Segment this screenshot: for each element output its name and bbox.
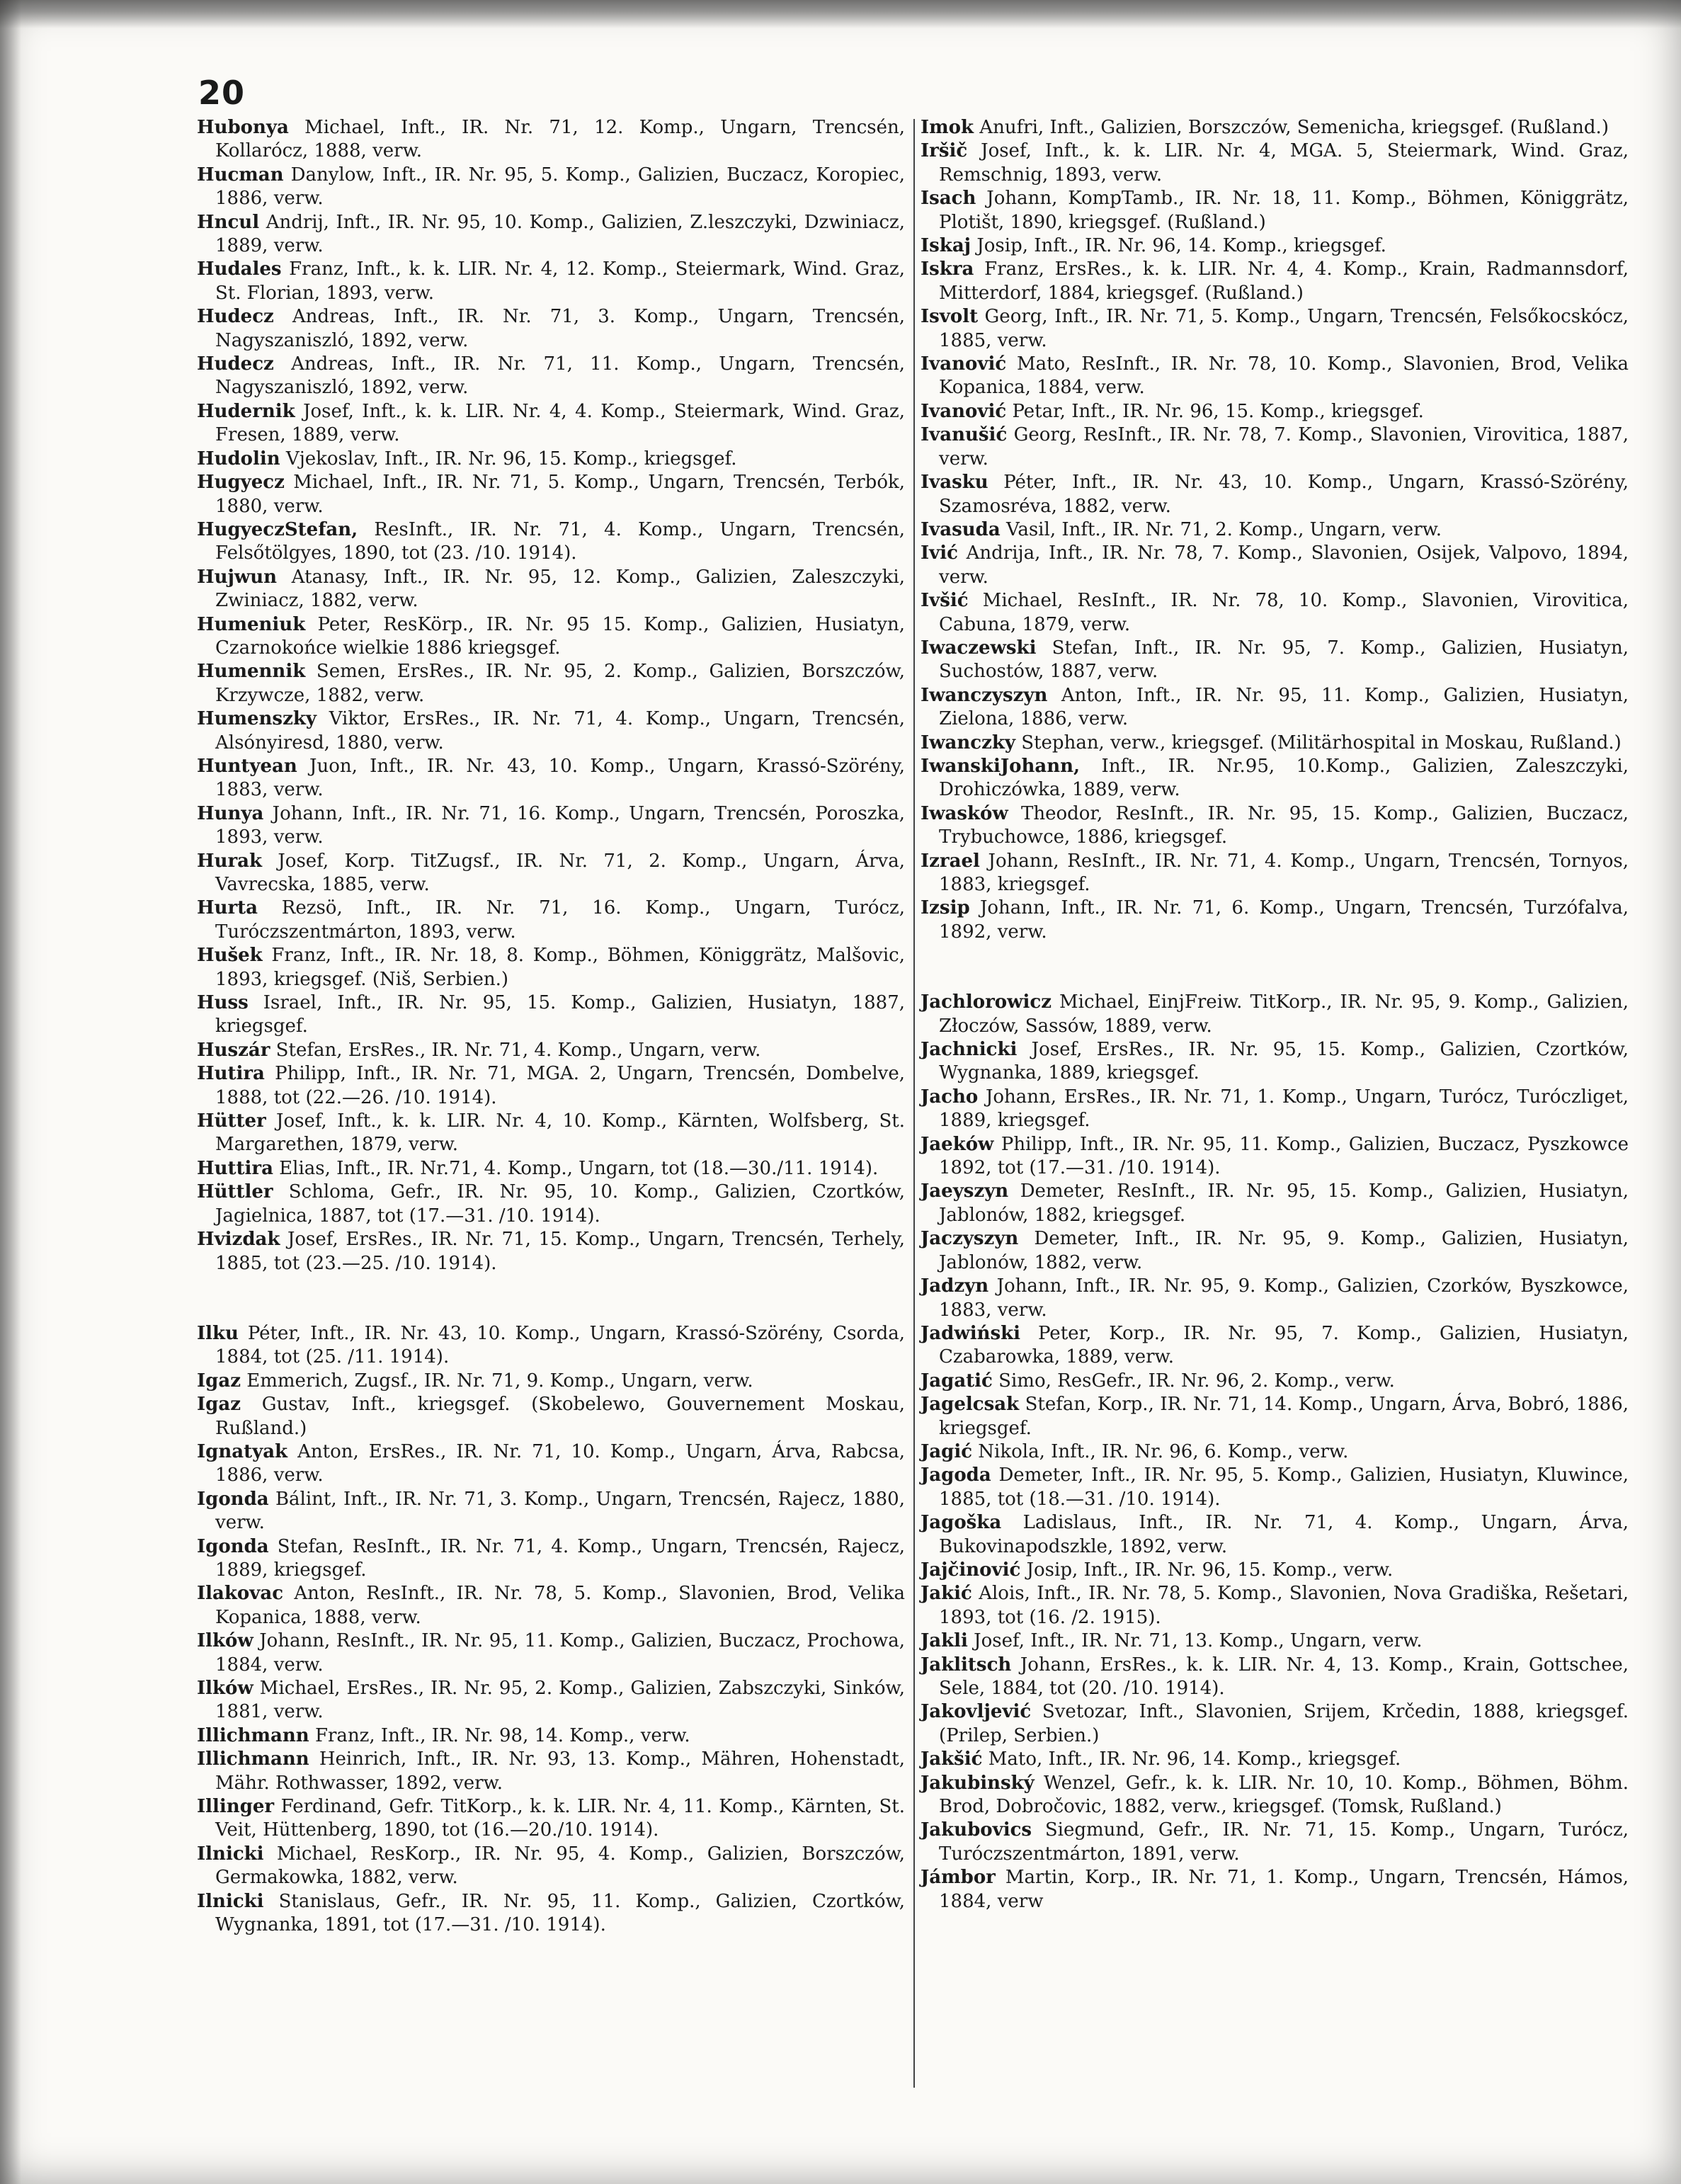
entry-details: Demeter, Inft., IR. Nr. 95, 9. Komp., Galizien, Husiatyn, Jablonów, 1882, verw. [939,1228,1629,1273]
register-entry [921,802,1629,850]
entry-surname: Illinger [197,1796,275,1818]
entry-surname: Ivšić [921,590,969,612]
entry-details: Franz, Inft., k. k. LIR. Nr. 4, 12. Komp., Steiermark, Wind. Graz, St. Florian, 1893, verw. [215,258,905,304]
register-entry [197,1039,905,1062]
register-entry [921,684,1629,732]
register-entry [197,1795,905,1843]
entry-details: Josef, ErsRes., IR. Nr. 71, 15. Komp., Ungarn, Trencsén, Terhely, 1885, tot (23.—25. /10. 1914). [215,1229,905,1274]
entry-details: Mato, ResInft., IR. Nr. 78, 10. Komp., Slavonien, Brod, Velika Kopanica, 1884, verw. [939,353,1629,399]
register-entry [921,1322,1629,1370]
scan-shadow-top [0,0,1681,28]
entry-details: Simo, ResGefr., IR. Nr. 96, 2. Komp., verw. [992,1370,1395,1392]
entry-surname: Jagić [921,1440,973,1462]
entry-surname: Humennik [197,661,306,683]
entry-details: Israel, Inft., IR. Nr. 95, 15. Komp., Galizien, Husiatyn, 1887, kriegsgef. [215,992,905,1037]
entry-details: Andreas, Inft., IR. Nr. 71, 11. Komp., Ungarn, Trencsén, Nagyszaniszló, 1892, verw. [215,353,905,399]
entry-surname: Illichmann [197,1724,309,1746]
register-entry [197,1748,905,1795]
register-entry [197,164,905,211]
entry-surname: HugyeczStefan, [197,518,358,540]
entry-details: Josef, Inft., k. k. LIR. Nr. 4, 10. Komp., Kärnten, Wolfsberg, St. Margarethen, 1879, verw. [215,1110,905,1156]
entry-surname: Jagoda [921,1464,991,1486]
register-entry [197,471,905,518]
entry-surname: Jakli [921,1630,968,1652]
entry-details: Demeter, Inft., IR. Nr. 95, 5. Komp., Galizien, Husiatyn, Kluwince, 1885, tot (18.—31. /10. 1914). [939,1464,1629,1510]
entry-details: Andreas, Inft., IR. Nr. 71, 3. Komp., Ungarn, Trencsén, Nagyszaniszló, 1892, verw. [215,306,905,351]
entry-details: Anton, Inft., IR. Nr. 95, 11. Komp., Galizien, Husiatyn, Zielona, 1886, verw. [939,684,1629,730]
entry-surname: Hütter [197,1110,266,1132]
register-entry [921,1654,1629,1701]
entry-surname: Jakubinský [921,1772,1035,1794]
register-entry [921,1133,1629,1181]
register-entry [197,1393,905,1440]
register-entry [921,1180,1629,1227]
entry-surname: Isach [921,188,976,210]
entry-details: Georg, Inft., IR. Nr. 71, 5. Komp., Ungarn, Trencsén, Felsőkocskócz, 1885, verw. [939,306,1629,351]
register-entry [921,400,1629,423]
entry-details: Schloma, Gefr., IR. Nr. 95, 10. Komp., Galizien, Czortków, Jagielnica, 1887, tot (17.—31. /10. 1914). [215,1181,905,1227]
entry-details: Atanasy, Inft., IR. Nr. 95, 12. Komp., Galizien, Zaleszczyki, Zwiniacz, 1882, verw. [215,566,905,612]
register-entry [197,1370,905,1393]
register-entry [197,566,905,613]
entry-details: Andrij, Inft., IR. Nr. 95, 10. Komp., Galizien, Z.leszczyki, Dzwiniacz, 1889, verw. [215,211,905,257]
register-entry [921,897,1629,944]
entry-details: Inft., IR. Nr.95, 10.Komp., Galizien, Zaleszczyki, Drohiczówka, 1889, verw. [939,755,1629,801]
register-entry [197,944,905,991]
entry-details: Bálint, Inft., IR. Nr. 71, 3. Komp., Ungarn, Trencsén, Rajecz, 1880, verw. [215,1488,905,1534]
entry-surname: Jachnicki [921,1039,1018,1061]
register-entry [197,353,905,400]
entry-surname: Jadzyn [921,1275,989,1297]
register-entry [197,613,905,661]
entry-details: Franz, Inft., IR. Nr. 18, 8. Komp., Böhmen, Königgrätz, Malšovic, 1893, kriegsgef. (Niš, Serbien.) [215,945,905,990]
entry-details: Vasil, Inft., IR. Nr. 71, 2. Komp., Ungarn, verw. [1000,518,1442,540]
entry-surname: Hvizdak [197,1229,280,1251]
register-entry [921,187,1629,234]
register-entry [921,1370,1629,1393]
entry-surname: Iskaj [921,235,971,257]
entry-details: Anton, ResInft., IR. Nr. 78, 5. Komp., Slavonien, Brod, Velika Kopanica, 1888, verw. [215,1583,905,1628]
entry-surname: Ilków [197,1678,253,1699]
entry-surname: Ivasuda [921,518,1001,540]
entry-details: Ferdinand, Gefr. TitKorp., k. k. LIR. Nr. 4, 11. Komp., Kärnten, St. Veit, Hüttenberg, 1890, tot (16.—20./10. 1914). [215,1796,905,1841]
register-entry [921,1511,1629,1559]
entry-surname: Jakšić [921,1748,983,1770]
entry-details: Heinrich, Inft., IR. Nr. 93, 13. Komp., Mähren, Hohenstadt, Mähr. Rothwasser, 1892, verw. [215,1748,905,1794]
entry-surname: Ilakovac [197,1583,284,1605]
entry-surname: Hudecz [197,306,274,328]
entry-details: Josef, Inft., k. k. LIR. Nr. 4, 4. Komp., Steiermark, Wind. Graz, Fresen, 1889, verw. [215,400,905,446]
entry-details: Michael, Inft., IR. Nr. 71, 5. Komp., Ungarn, Trencsén, Terbók, 1880, verw. [215,472,905,517]
register-entry [921,1038,1629,1086]
entry-surname: Humenszky [197,708,317,730]
entry-surname: Iwanczky [921,732,1016,753]
register-entry [921,423,1629,471]
register-entry [197,1724,905,1748]
register-entry [921,1393,1629,1440]
register-entry [921,518,1629,542]
entry-surname: Igonda [197,1488,269,1510]
register-entry [921,1227,1629,1275]
entry-surname: Hudecz [197,353,274,375]
register-entry [921,850,1629,897]
register-entry [921,116,1629,140]
register-entry [921,1748,1629,1771]
section-gap [197,1275,905,1322]
register-entry [921,637,1629,684]
entry-details: Siegmund, Gefr., IR. Nr. 71, 15. Komp., Ungarn, Turócz, Turóczszentmárton, 1891, verw. [939,1819,1629,1865]
entry-details: Johann, Inft., IR. Nr. 95, 9. Komp., Galizien, Czorków, Byszkowce, 1883, verw. [939,1275,1629,1321]
entry-details: Vjekoslav, Inft., IR. Nr. 96, 15. Komp., kriegsgef. [280,448,737,470]
entry-surname: Izsip [921,897,970,919]
register-entry [197,1157,905,1181]
entry-details: Johann, ResInft., IR. Nr. 95, 11. Komp., Galizien, Buczacz, Prochowa, 1884, verw. [215,1630,905,1676]
entry-details: Stephan, verw., kriegsgef. (Militärhospital in Moskau, Rußland.) [1015,732,1622,753]
register-entry [921,140,1629,187]
entry-details: Philipp, Inft., IR. Nr. 95, 11. Komp., Galizien, Buczacz, Pyszkowce 1892, tot (17.—31. /10. 1914). [939,1133,1629,1179]
entry-surname: Igonda [197,1535,269,1557]
entry-surname: Ilku [197,1322,239,1344]
register-entry [921,1086,1629,1133]
register-entry [197,850,905,897]
entry-surname: Jaeyszyn [921,1181,1009,1202]
entry-details: Theodor, ResInft., IR. Nr. 95, 15. Komp., Galizien, Buczacz, Trybuchowce, 1886, kriegsgef. [939,802,1629,848]
register-entry [197,897,905,944]
entry-surname: Jajčinović [921,1559,1021,1581]
entry-details: Josip, Inft., IR. Nr. 96, 15. Komp., verw. [1020,1559,1394,1581]
entry-details: Svetozar, Inft., Slavonien, Srijem, Krčedin, 1888, kriegsgef. (Prilep, Serbien.) [939,1701,1629,1746]
entry-surname: Hurak [197,850,263,872]
entry-details: ResInft., IR. Nr. 71, 4. Komp., Ungarn, Trencsén, Felsőtölgyes, 1890, tot (23. /10. 1914). [215,518,905,564]
entry-details: Stefan, Korp., IR. Nr. 71, 14. Komp., Ungarn, Árva, Bobró, 1886, kriegsgef. [939,1394,1629,1439]
register-entry [197,116,905,164]
entry-surname: Jagoška [921,1512,1002,1534]
entry-details: Ladislaus, Inft., IR. Nr. 71, 4. Komp., Ungarn, Árva, Bukovinapodszkle, 1892, verw. [939,1512,1629,1557]
entry-details: Viktor, ErsRes., IR. Nr. 71, 4. Komp., Ungarn, Trencsén, Alsónyiresd, 1880, verw. [215,708,905,753]
entry-surname: Hunya [197,802,264,824]
register-entry [921,1866,1629,1913]
entry-details: Anton, ErsRes., IR. Nr. 71, 10. Komp., Ungarn, Árva, Rabcsa, 1886, verw. [215,1440,905,1486]
register-entry [197,660,905,707]
entry-details: Danylow, Inft., IR. Nr. 95, 5. Komp., Galizien, Buczacz, Koropiec, 1886, verw. [215,164,905,210]
entry-details: Philipp, Inft., IR. Nr. 71, MGA. 2, Ungarn, Trencsén, Dombelve, 1888, tot (22.—26. /10. 1914). [215,1063,905,1108]
entry-details: Johann, Inft., IR. Nr. 71, 16. Komp., Ungarn, Trencsén, Poroszka, 1893, verw. [215,802,905,848]
page-number: 20 [198,74,246,112]
entry-surname: Ivanović [921,353,1007,375]
entry-details: Rezsö, Inft., IR. Nr. 71, 16. Komp., Ungarn, Turócz, Turóczszentmárton, 1893, verw. [215,897,905,943]
entry-details: Petar, Inft., IR. Nr. 96, 15. Komp., kriegsgef. [1006,400,1424,422]
entry-surname: Huss [197,992,249,1014]
entry-details: Josef, Inft., IR. Nr. 71, 13. Komp., Ungarn, verw. [967,1630,1423,1652]
entry-surname: Humeniuk [197,613,306,635]
register-entry [197,448,905,471]
entry-details: Josip, Inft., IR. Nr. 96, 14. Komp., kriegsgef. [971,235,1386,257]
entry-details: Stefan, ResInft., IR. Nr. 71, 4. Komp., Ungarn, Trencsén, Rajecz, 1889, kriegsgef. [215,1535,905,1581]
register-entry [921,1700,1629,1748]
entry-details: Stefan, ErsRes., IR. Nr. 71, 4. Komp., Ungarn, verw. [270,1039,761,1061]
register-entry [921,1582,1629,1630]
register-entry [197,305,905,353]
entry-details: Péter, Inft., IR. Nr. 43, 10. Komp., Ungarn, Krassó-Szörény, Szamosréva, 1882, verw. [939,472,1629,517]
register-entry [197,707,905,755]
entry-surname: Jaczyszyn [921,1228,1019,1250]
entry-surname: Jagatić [921,1370,993,1392]
entry-details: Josef, ErsRes., IR. Nr. 95, 15. Komp., Galizien, Czortków, Wygnanka, 1889, kriegsgef. [939,1039,1629,1084]
entry-surname: Isvolt [921,306,979,328]
entry-details: Gustav, Inft., kriegsgef. (Skobelewo, Gouvernement Moskau, Rußland.) [215,1394,905,1439]
entry-surname: Hugyecz [197,472,285,494]
column-divider [913,119,915,2088]
register-entry [197,258,905,305]
left-column [197,116,905,1937]
entry-details: Michael, ResKorp., IR. Nr. 95, 4. Komp., Galizien, Borszczów, Germakowka, 1882, verw. [215,1843,905,1889]
register-entry [921,991,1629,1038]
entry-details: Péter, Inft., IR. Nr. 43, 10. Komp., Ungarn, Krassó-Szörény, Csorda, 1884, tot (25. /11. 1914). [215,1322,905,1368]
entry-details: Peter, ResKörp., IR. Nr. 95 15. Komp., Galizien, Husiatyn, Czarnokońce wielkie 1886 kriegsgef. [215,613,905,659]
entry-surname: Huszár [197,1039,270,1061]
entry-surname: Jagelcsak [921,1394,1020,1416]
entry-details: Nikola, Inft., IR. Nr. 96, 6. Komp., verw. [972,1440,1349,1462]
entry-surname: Hudales [197,258,282,280]
register-entry [197,1677,905,1724]
register-entry [197,1322,905,1370]
entry-details: Stefan, Inft., IR. Nr. 95, 7. Komp., Galizien, Husiatyn, Suchostów, 1887, verw. [939,637,1629,683]
register-entry [197,1062,905,1110]
register-entry [921,1819,1629,1866]
entry-surname: Huttira [197,1157,273,1179]
register-entry [921,353,1629,400]
entry-surname: Illichmann [197,1748,309,1770]
entry-surname: Ignatyak [197,1440,288,1462]
entry-details: Semen, ErsRes., IR. Nr. 95, 2. Komp., Galizien, Borszczów, Krzywcze, 1882, verw. [215,661,905,706]
entry-details: Andrija, Inft., IR. Nr. 78, 7. Komp., Slavonien, Osijek, Valpovo, 1894, verw. [939,542,1629,588]
entry-surname: Hubonya [197,117,289,138]
entry-surname: Ivasku [921,472,988,494]
register-entry [197,1488,905,1535]
register-entry [197,1890,905,1938]
register-entry [197,1228,905,1275]
register-entry [921,589,1629,637]
entry-surname: Huntyean [197,755,297,777]
register-entry [197,1843,905,1890]
entry-details: Anufri, Inft., Galizien, Borszczów, Semenicha, kriegsgef. (Rußland.) [974,117,1609,138]
entry-surname: Hucman [197,164,284,186]
entry-details: Martin, Korp., IR. Nr. 71, 1. Komp., Ungarn, Trencsén, Hámos, 1884, verw [939,1867,1629,1912]
register-entry [197,1181,905,1228]
register-entry [197,1110,905,1157]
entry-details: Michael, EinjFreiw. TitKorp., IR. Nr. 95, 9. Komp., Galizien, Złoczów, Sassów, 1889, verw. [939,991,1629,1037]
entry-details: Johann, ErsRes., k. k. LIR. Nr. 4, 13. Komp., Krain, Gottschee, Sele, 1884, tot (20. /10. 1914). [939,1654,1629,1699]
entry-surname: IwanskiJohann, [921,755,1081,777]
register-entry [921,471,1629,518]
entry-details: Michael, ResInft., IR. Nr. 78, 10. Komp., Slavonien, Virovitica, Cabuna, 1879, verw. [939,590,1629,635]
entry-surname: Iwaczewski [921,637,1037,659]
entry-surname: Iwasków [921,802,1008,824]
register-entry [197,1440,905,1488]
register-entry [921,755,1629,802]
entry-details: Peter, Korp., IR. Nr. 95, 7. Komp., Galizien, Husiatyn, Czabarowka, 1889, verw. [939,1322,1629,1368]
right-column [921,116,1629,1913]
register-entry [197,802,905,850]
section-gap [921,944,1629,991]
entry-surname: Hurta [197,897,258,919]
register-entry [197,755,905,802]
register-entry [921,1559,1629,1582]
entry-details: Mato, Inft., IR. Nr. 96, 14. Komp., kriegsgef. [982,1748,1401,1770]
entry-surname: Hudernik [197,400,295,422]
register-entry [197,1630,905,1677]
entry-details: Elias, Inft., IR. Nr.71, 4. Komp., Ungarn, tot (18.—30./11. 1914). [273,1157,879,1179]
entry-details: Johann, ResInft., IR. Nr. 71, 4. Komp., Ungarn, Trencsén, Tornyos, 1883, kriegsgef. [939,850,1629,895]
entry-surname: Jakubovics [921,1819,1032,1841]
entry-surname: Hüttler [197,1181,273,1203]
register-entry [921,1464,1629,1511]
entry-surname: Ivanušić [921,424,1008,446]
register-entry [921,542,1629,589]
entry-details: Josef, Korp. TitZugsf., IR. Nr. 71, 2. Komp., Ungarn, Árva, Vavrecska, 1885, verw. [215,850,905,895]
entry-surname: Hutira [197,1063,265,1085]
entry-surname: Ivić [921,542,958,564]
entry-details: Wenzel, Gefr., k. k. LIR. Nr. 10, 10. Komp., Böhmen, Böhm. Brod, Dobročovic, 1882, verw., kriegsgef. (Tomsk, Rußland.) [939,1772,1629,1818]
entry-surname: Jakić [921,1583,972,1605]
register-entry [921,234,1629,258]
entry-details: Franz, ErsRes., k. k. LIR. Nr. 4, 4. Komp., Krain, Radmannsdorf, Mitterdorf, 1884, kriegsgef. (Rußland.) [939,258,1629,304]
register-entry [197,1535,905,1583]
register-entry [921,1630,1629,1653]
scan-shadow-left [0,0,21,2184]
entry-surname: Iskra [921,258,974,280]
entry-surname: Ilków [197,1630,253,1652]
entry-details: Josef, Inft., k. k. LIR. Nr. 4, MGA. 5, Steiermark, Wind. Graz, Remschnig, 1893, verw. [939,140,1629,186]
register-entry [197,400,905,448]
entry-details: Demeter, ResInft., IR. Nr. 95, 15. Komp., Galizien, Husiatyn, Jablonów, 1882, kriegsgef. [939,1181,1629,1226]
entry-surname: Imok [921,117,974,138]
entry-surname: Jámbor [921,1867,996,1889]
entry-surname: Jachlorowicz [921,991,1052,1013]
register-entry [197,1582,905,1630]
entry-surname: Jakovljević [921,1701,1032,1723]
register-entry [921,1440,1629,1464]
entry-details: Emmerich, Zugsf., IR. Nr. 71, 9. Komp., Ungarn, verw. [240,1370,753,1392]
register-entry [197,518,905,566]
entry-surname: Jadwiński [921,1322,1021,1344]
entry-surname: Hudolin [197,448,280,470]
entry-details: Juon, Inft., IR. Nr. 43, 10. Komp., Ungarn, Krassó-Szörény, 1883, verw. [215,755,905,801]
entry-surname: Igaz [197,1394,241,1416]
entry-surname: Ilnicki [197,1843,264,1865]
entry-details: Franz, Inft., IR. Nr. 98, 14. Komp., verw. [309,1724,690,1746]
entry-details: Johann, Inft., IR. Nr. 71, 6. Komp., Ungarn, Trencsén, Turzófalva, 1892, verw. [939,897,1629,943]
register-entry [921,1275,1629,1322]
entry-surname: Igaz [197,1370,241,1392]
entry-details: Alois, Inft., IR. Nr. 78, 5. Komp., Slavonien, Nova Gradiška, Rešetari, 1893, tot (16. /2. 1915). [939,1583,1629,1628]
entry-details: Michael, ErsRes., IR. Nr. 95, 2. Komp., Galizien, Zabszczyki, Sinków, 1881, verw. [215,1678,905,1723]
entry-surname: Ivanović [921,400,1007,422]
entry-surname: Hušek [197,945,263,967]
entry-surname: Jaklitsch [921,1654,1012,1676]
register-entry [921,1772,1629,1819]
entry-surname: Iwanczyszyn [921,684,1048,706]
register-entry [921,258,1629,305]
entry-surname: Jaeków [921,1133,994,1155]
register-entry [197,211,905,258]
register-entry [921,732,1629,755]
entry-surname: Ilnicki [197,1890,264,1912]
entry-surname: Hujwun [197,566,278,588]
entry-surname: Jacho [921,1086,979,1108]
entry-details: Johann, KompTamb., IR. Nr. 18, 11. Komp., Böhmen, Königgrätz, Plotišt, 1890, kriegsgef. (Rußland.) [939,188,1629,233]
entry-surname: Izrael [921,850,980,872]
entry-details: Georg, ResInft., IR. Nr. 78, 7. Komp., Slavonien, Virovitica, 1887, verw. [939,424,1629,470]
register-entry [921,305,1629,353]
register-entry [197,991,905,1039]
entry-details: Stanislaus, Gefr., IR. Nr. 95, 11. Komp., Galizien, Czortków, Wygnanka, 1891, tot (17.—31. /10. 1914). [215,1890,905,1936]
entry-details: Johann, ErsRes., IR. Nr. 71, 1. Komp., Ungarn, Turócz, Turóczliget, 1889, kriegsgef. [939,1086,1629,1132]
entry-surname: Hncul [197,211,260,233]
entry-surname: Iršič [921,140,968,162]
entry-details: Michael, Inft., IR. Nr. 71, 12. Komp., Ungarn, Trencsén, Kollarócz, 1888, verw. [215,117,905,162]
